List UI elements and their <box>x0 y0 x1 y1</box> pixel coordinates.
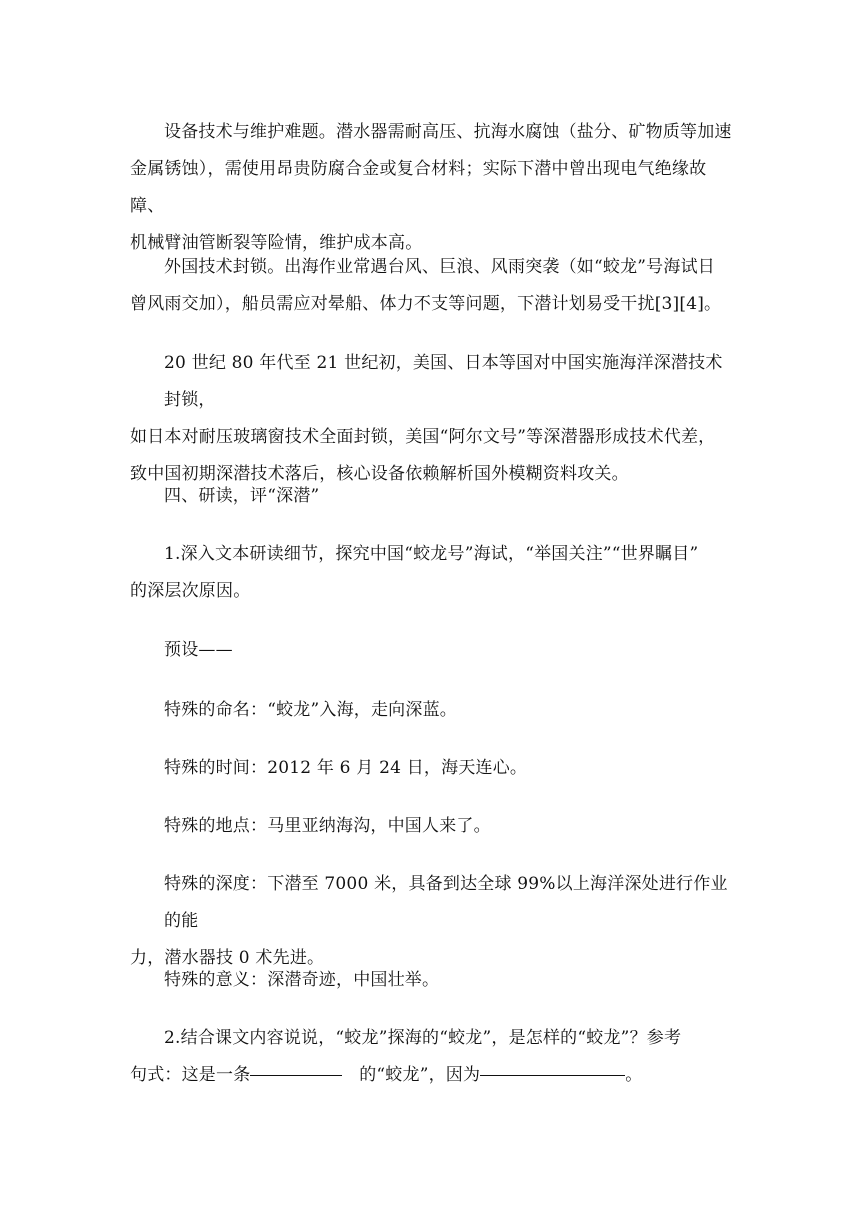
text-line: 1.深入文本研读细节，探究中国“蛟龙号”海试，“举国关注”“世界瞩目” <box>164 544 699 564</box>
preset-label <box>130 632 735 669</box>
fill-in-line <box>130 1057 735 1094</box>
text-line: 特殊的意义：深潜奇迹，中国壮举。 <box>164 970 440 990</box>
text-line: 致中国初期深潜技术落后，核心设备依赖解析国外模糊资料攻关。 <box>130 464 629 484</box>
answer-blank-2[interactable] <box>480 1074 625 1076</box>
question-one <box>130 536 735 610</box>
text-line: 特殊的地点：马里亚纳海沟，中国人来了。 <box>164 816 491 836</box>
paragraph-foreign-technology-blockade <box>130 249 735 323</box>
section-heading-four <box>130 478 735 515</box>
preset-text: 预设—— <box>164 640 233 660</box>
text-line: 金属锈蚀），需使用昂贵防腐合金或复合材料；实际下潜中曾出现电气绝缘故障、 <box>130 159 707 216</box>
fill-suffix: 。 <box>625 1065 643 1085</box>
section-heading-text: 四、研读，评“深潜” <box>164 486 320 506</box>
text-line: 外国技术封锁。出海作业常遇台风、巨浪、风雨突袭（如“蛟龙”号海试日 <box>164 257 715 277</box>
text-line: 曾风雨交加），船员需应对晕船、体力不支等问题，下潜计划易受干扰[3][4]。 <box>130 294 722 314</box>
text-line: 的深层次原因。 <box>130 581 251 601</box>
text-line: 机械臂油管断裂等险情，维护成本高。 <box>130 233 423 253</box>
text-line: 特殊的命名：“蛟龙”入海，走向深蓝。 <box>164 700 457 720</box>
special-place <box>130 808 735 845</box>
paragraph-historical-blockade <box>130 345 735 493</box>
special-meaning <box>130 962 735 999</box>
text-line: 特殊的时间：2012 年 6 月 24 日，海天连心。 <box>164 758 528 778</box>
question-two <box>130 1020 735 1094</box>
fill-prefix: 句式：这是一条 <box>130 1065 251 1085</box>
text-line: 如日本对耐压玻璃窗技术全面封锁，美国“阿尔文号”等深潜器形成技术代差， <box>130 427 716 447</box>
answer-blank-1[interactable] <box>250 1074 342 1076</box>
special-depth <box>130 866 735 977</box>
special-name <box>130 692 735 729</box>
special-time <box>130 750 735 787</box>
paragraph-equipment-maintenance <box>130 114 735 262</box>
text-line: 特殊的深度：下潜至 7000 米，具备到达全球 99%以上海洋深处进行作业的能 <box>164 874 728 931</box>
text-line: 20 世纪 80 年代至 21 世纪初，美国、日本等国对中国实施海洋深潜技术封锁， <box>164 353 723 410</box>
text-line: 设备技术与维护难题。潜水器需耐高压、抗海水腐蚀（盐分、矿物质等加速 <box>164 122 732 142</box>
text-line: 2.结合课文内容说说，“蛟龙”探海的“蛟龙”，是怎样的“蛟龙”？参考 <box>164 1028 682 1048</box>
fill-middle: 的“蛟龙”，因为 <box>359 1065 481 1085</box>
text-line: 力，潜水器技 0 术先进。 <box>130 948 325 968</box>
